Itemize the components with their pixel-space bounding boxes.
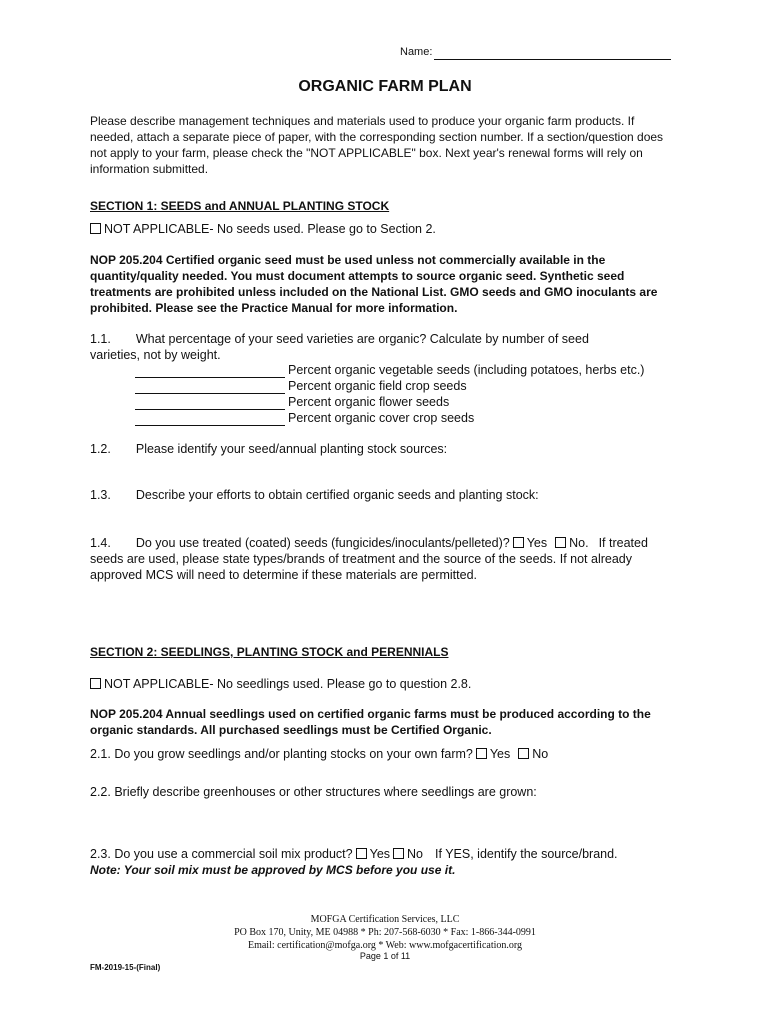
q2-1-no-label: No [532, 747, 549, 761]
percent-line-flower [135, 394, 449, 410]
section1-heading: SECTION 1: SEEDS and ANNUAL PLANTING STOCK [90, 199, 390, 213]
footer-contact: Email: certification@mofga.org * Web: www.mofgacertification.org [247, 940, 523, 951]
percent-vegetable-label: Percent organic vegetable seeds (including potatoes, herbs etc.) [288, 363, 645, 377]
q1-4-number: 1.4. [90, 536, 111, 550]
footer-address: PO Box 170, Unity, ME 04988 * Ph: 207-568-6030 * Fax: 1-866-344-0991 [234, 927, 536, 938]
percent-cover-crop-input[interactable] [135, 413, 285, 426]
footer-org: MOFGA Certification Services, LLC [310, 914, 460, 925]
q1-3-text: Describe your efforts to obtain certified organic seeds and planting stock: [135, 488, 539, 502]
q2-3-yes-checkbox[interactable] [356, 848, 367, 859]
q1-2-number: 1.2. [90, 442, 111, 456]
percent-flower-input[interactable] [135, 397, 285, 410]
question-1-4 [90, 535, 700, 551]
q2-3-note: Note: Your soil mix must be approved by MCS before you use it. [90, 863, 456, 877]
percent-cover-crop-label: Percent organic cover crop seeds [288, 411, 475, 425]
q2-1-yes-label: Yes [489, 747, 511, 761]
q1-3-number: 1.3. [90, 488, 111, 502]
question-1-1 [90, 331, 690, 347]
q1-4-no-label: No. [569, 536, 589, 550]
q2-1-no-checkbox[interactable] [518, 748, 529, 759]
name-input-line[interactable] [434, 47, 671, 60]
q2-3-tail: If YES, identify the source/brand. [435, 847, 618, 861]
section2-na-checkbox[interactable] [90, 678, 101, 689]
section2-nop-requirement: NOP 205.204 Annual seedlings used on certified organic farms must be produced according to the organic standards. All purchased seedlings must be Certified Organic. [90, 707, 651, 737]
q2-3-yes-label: Yes [369, 847, 391, 861]
section1-na-checkbox[interactable] [90, 223, 101, 234]
percent-line-field-crop [135, 378, 467, 394]
q1-4-line2: seeds are used, please state types/brands of treatment and the source of the seeds. If not already [90, 552, 632, 566]
percent-field-crop-label: Percent organic field crop seeds [288, 379, 467, 393]
q1-1-text: What percentage of your seed varieties are organic? Calculate by number of seed [135, 332, 589, 346]
percent-vegetable-input[interactable] [135, 365, 285, 378]
page-number: Page 1 of 11 [359, 951, 411, 961]
q1-1-number: 1.1. [90, 332, 111, 346]
name-field [400, 44, 671, 60]
q2-1-text: 2.1. Do you grow seedlings and/or planting stocks on your own farm? [90, 747, 473, 761]
q1-4-line3: approved MCS will need to determine if these materials are permitted. [90, 568, 477, 582]
intro-paragraph: Please describe management techniques and materials used to produce your organic farm products. If needed, attach a separate piece of paper, with the corresponding section number. If a section/question does not apply to your farm, please check the "NOT APPLICABLE" box. Next year's renewal forms will rely on information submitted. [90, 114, 664, 176]
section2-na-label: NOT APPLICABLE- No seedlings used. Please go to question 2.8. [104, 677, 472, 691]
section1-nop-requirement: NOP 205.204 Certified organic seed must be used unless not commercially available in the quantity/quality needed. You must document attempts to source organic seed. Synthetic seed treatments are prohibited unless included on the National List. GMO seeds and GMO inoculants are prohibited. Please see the Practice Manual for more information. [90, 253, 658, 315]
question-2-3 [90, 846, 618, 862]
section2-not-applicable [90, 676, 471, 692]
section1-not-applicable [90, 221, 436, 237]
question-1-2 [90, 441, 447, 457]
percent-field-crop-input[interactable] [135, 381, 285, 394]
q1-4-yes-checkbox[interactable] [513, 537, 524, 548]
q1-4-no-checkbox[interactable] [555, 537, 566, 548]
section1-na-label: NOT APPLICABLE- No seeds used. Please go to Section 2. [104, 222, 436, 236]
q1-4-text: Do you use treated (coated) seeds (fungicides/inoculants/pelleted)? [135, 536, 510, 550]
percent-line-cover-crop [135, 410, 474, 426]
percent-flower-label: Percent organic flower seeds [288, 395, 450, 409]
form-id: FM-2019-15-(Final) [90, 963, 161, 972]
question-2-1 [90, 746, 548, 762]
q2-3-text: 2.3. Do you use a commercial soil mix product? [90, 847, 353, 861]
q1-4-yes-label: Yes [526, 536, 548, 550]
page-title: ORGANIC FARM PLAN [298, 78, 472, 95]
q2-3-no-checkbox[interactable] [393, 848, 404, 859]
percent-line-vegetable [135, 362, 644, 378]
question-2-2: 2.2. Briefly describe greenhouses or other structures where seedlings are grown: [90, 785, 537, 799]
q1-4-text-tail: If treated [598, 536, 648, 550]
q1-2-text: Please identify your seed/annual planting stock sources: [135, 442, 448, 456]
name-label: Name: [400, 46, 433, 58]
q1-1-text-continued: varieties, not by weight. [90, 348, 221, 362]
section2-heading: SECTION 2: SEEDLINGS, PLANTING STOCK and PERENNIALS [90, 645, 449, 659]
q2-3-no-label: No [407, 847, 424, 861]
q2-1-yes-checkbox[interactable] [476, 748, 487, 759]
question-1-3 [90, 487, 539, 503]
